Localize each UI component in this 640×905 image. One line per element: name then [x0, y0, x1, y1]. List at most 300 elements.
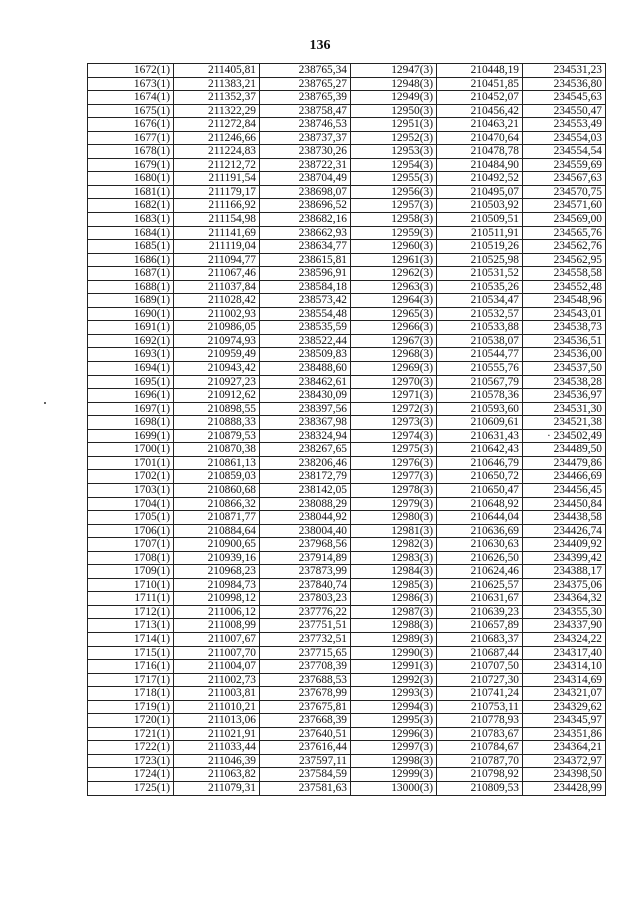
table-row: [88, 389, 606, 403]
cell-y-right: 234567,63: [523, 172, 606, 186]
cell-point-id-right: 12972(3): [351, 402, 437, 416]
cell-x-right: 210798,92: [437, 768, 523, 782]
cell-point-id-left: 1679(1): [88, 158, 174, 172]
cell-point-id-right: 12948(3): [351, 77, 437, 91]
cell-point-id-left: 1677(1): [88, 131, 174, 145]
cell-y-left: 238662,93: [260, 226, 351, 240]
cell-x-right: 210555,76: [437, 362, 523, 376]
cell-y-right: 234321,07: [523, 687, 606, 701]
table-row: [88, 605, 606, 619]
cell-point-id-right: 12983(3): [351, 551, 437, 565]
cell-x-right: 210626,50: [437, 551, 523, 565]
cell-y-right: 234466,69: [523, 470, 606, 484]
cell-y-left: 238696,52: [260, 199, 351, 213]
cell-x-right: 210648,92: [437, 497, 523, 511]
cell-y-left: 237675,81: [260, 700, 351, 714]
cell-x-left: 210943,42: [174, 362, 260, 376]
table-row: [88, 131, 606, 145]
cell-y-right: 234558,58: [523, 267, 606, 281]
cell-point-id-right: 12957(3): [351, 199, 437, 213]
cell-x-right: 210631,67: [437, 592, 523, 606]
cell-x-left: 211141,69: [174, 226, 260, 240]
cell-point-id-right: 12952(3): [351, 131, 437, 145]
cell-x-left: 211272,84: [174, 118, 260, 132]
cell-x-right: 210753,11: [437, 700, 523, 714]
cell-y-right: 234314,10: [523, 660, 606, 674]
cell-y-left: 238206,46: [260, 456, 351, 470]
cell-point-id-right: 12993(3): [351, 687, 437, 701]
cell-point-id-left: 1705(1): [88, 511, 174, 525]
cell-y-right: 234456,45: [523, 483, 606, 497]
cell-point-id-left: 1715(1): [88, 646, 174, 660]
cell-x-right: 210787,70: [437, 754, 523, 768]
cell-x-left: 210974,93: [174, 334, 260, 348]
cell-x-left: 210986,05: [174, 321, 260, 335]
cell-y-right: 234536,80: [523, 77, 606, 91]
table-row: [88, 158, 606, 172]
cell-x-left: 211224,83: [174, 145, 260, 159]
cell-point-id-right: 12974(3): [351, 429, 437, 443]
table-row: [88, 700, 606, 714]
cell-x-left: 210879,53: [174, 429, 260, 443]
cell-x-right: 210650,72: [437, 470, 523, 484]
cell-y-right: 234426,74: [523, 524, 606, 538]
cell-x-left: 210884,64: [174, 524, 260, 538]
cell-point-id-right: 12953(3): [351, 145, 437, 159]
cell-point-id-left: 1681(1): [88, 185, 174, 199]
cell-x-right: 210519,26: [437, 240, 523, 254]
cell-point-id-right: 12955(3): [351, 172, 437, 186]
cell-point-id-left: 1717(1): [88, 673, 174, 687]
cell-y-left: 238765,39: [260, 91, 351, 105]
cell-y-left: 237678,99: [260, 687, 351, 701]
cell-x-left: 211063,82: [174, 768, 260, 782]
cell-y-right: 234399,42: [523, 551, 606, 565]
table-row: [88, 768, 606, 782]
cell-x-right: 210639,23: [437, 605, 523, 619]
cell-x-right: 210809,53: [437, 781, 523, 795]
cell-point-id-right: 12979(3): [351, 497, 437, 511]
cell-y-right: 234531,30: [523, 402, 606, 416]
cell-x-right: 210451,85: [437, 77, 523, 91]
cell-x-right: 210503,92: [437, 199, 523, 213]
cell-point-id-right: 12958(3): [351, 213, 437, 227]
cell-x-right: 210456,42: [437, 104, 523, 118]
cell-point-id-left: 1675(1): [88, 104, 174, 118]
cell-y-left: 238737,37: [260, 131, 351, 145]
cell-x-right: 210534,47: [437, 294, 523, 308]
cell-point-id-right: 12997(3): [351, 741, 437, 755]
cell-y-left: 238730,26: [260, 145, 351, 159]
cell-y-left: 238142,05: [260, 483, 351, 497]
cell-x-left: 210861,13: [174, 456, 260, 470]
cell-point-id-right: 12981(3): [351, 524, 437, 538]
table-row: [88, 213, 606, 227]
cell-x-left: 211322,29: [174, 104, 260, 118]
table-row: [88, 362, 606, 376]
cell-point-id-left: 1725(1): [88, 781, 174, 795]
cell-y-right: 234489,50: [523, 443, 606, 457]
cell-x-left: 210939,16: [174, 551, 260, 565]
cell-y-right: 234562,95: [523, 253, 606, 267]
cell-y-right: 234521,38: [523, 416, 606, 430]
cell-point-id-left: 1699(1): [88, 429, 174, 443]
cell-point-id-right: 12986(3): [351, 592, 437, 606]
cell-y-left: 237715,65: [260, 646, 351, 660]
cell-point-id-right: 12968(3): [351, 348, 437, 362]
cell-y-left: 238765,27: [260, 77, 351, 91]
cell-x-right: 210525,98: [437, 253, 523, 267]
cell-y-left: 237668,39: [260, 714, 351, 728]
cell-x-right: 210463,21: [437, 118, 523, 132]
table-row: [88, 334, 606, 348]
cell-point-id-left: 1690(1): [88, 307, 174, 321]
cell-y-right: 234548,96: [523, 294, 606, 308]
cell-y-right: 234559,69: [523, 158, 606, 172]
cell-x-right: 210544,77: [437, 348, 523, 362]
cell-point-id-left: 1704(1): [88, 497, 174, 511]
table-row: [88, 632, 606, 646]
cell-x-left: 210871,77: [174, 511, 260, 525]
table-row: [88, 660, 606, 674]
cell-y-right: 234355,30: [523, 605, 606, 619]
cell-y-right: 234552,48: [523, 280, 606, 294]
cell-point-id-right: 12991(3): [351, 660, 437, 674]
cell-y-right: 234345,97: [523, 714, 606, 728]
cell-point-id-left: 1700(1): [88, 443, 174, 457]
cell-y-left: 237688,53: [260, 673, 351, 687]
table-row: [88, 714, 606, 728]
cell-x-left: 211002,73: [174, 673, 260, 687]
cell-point-id-left: 1685(1): [88, 240, 174, 254]
cell-y-left: 238746,53: [260, 118, 351, 132]
cell-x-left: 210898,55: [174, 402, 260, 416]
table-row: [88, 240, 606, 254]
table-row: [88, 77, 606, 91]
cell-x-left: 211008,99: [174, 619, 260, 633]
cell-point-id-left: 1698(1): [88, 416, 174, 430]
table-row: [88, 294, 606, 308]
cell-y-right: 234536,97: [523, 389, 606, 403]
table-row: [88, 402, 606, 416]
cell-x-left: 210998,12: [174, 592, 260, 606]
cell-point-id-left: 1689(1): [88, 294, 174, 308]
cell-x-right: 210642,43: [437, 443, 523, 457]
cell-y-right: 234337,90: [523, 619, 606, 633]
table-row: [88, 483, 606, 497]
cell-y-right: 234553,49: [523, 118, 606, 132]
cell-x-right: 210448,19: [437, 64, 523, 78]
cell-point-id-left: 1697(1): [88, 402, 174, 416]
table-row: [88, 673, 606, 687]
cell-point-id-left: 1721(1): [88, 727, 174, 741]
cell-y-left: 238722,31: [260, 158, 351, 172]
cell-y-right: · 234502,49: [523, 429, 606, 443]
cell-point-id-right: 12967(3): [351, 334, 437, 348]
cell-y-left: 237803,23: [260, 592, 351, 606]
table-row: [88, 199, 606, 213]
cell-y-right: 234537,50: [523, 362, 606, 376]
cell-point-id-right: 12959(3): [351, 226, 437, 240]
cell-y-left: 238397,56: [260, 402, 351, 416]
table-row: [88, 727, 606, 741]
cell-y-left: 238698,07: [260, 185, 351, 199]
table-row: [88, 538, 606, 552]
table-row: [88, 687, 606, 701]
cell-y-left: 238324,94: [260, 429, 351, 443]
cell-x-left: 211028,42: [174, 294, 260, 308]
cell-y-right: 234536,00: [523, 348, 606, 362]
cell-point-id-right: 12975(3): [351, 443, 437, 457]
cell-y-left: 238584,18: [260, 280, 351, 294]
table-row: [88, 118, 606, 132]
cell-x-right: 210492,52: [437, 172, 523, 186]
cell-x-right: 210778,93: [437, 714, 523, 728]
cell-point-id-left: 1692(1): [88, 334, 174, 348]
cell-x-right: 210727,30: [437, 673, 523, 687]
cell-point-id-left: 1680(1): [88, 172, 174, 186]
cell-point-id-left: 1713(1): [88, 619, 174, 633]
cell-y-right: 234531,23: [523, 64, 606, 78]
cell-point-id-left: 1694(1): [88, 362, 174, 376]
cell-y-right: 234570,75: [523, 185, 606, 199]
cell-y-right: 234550,47: [523, 104, 606, 118]
cell-y-right: 234571,60: [523, 199, 606, 213]
cell-point-id-right: 12988(3): [351, 619, 437, 633]
table-row: [88, 375, 606, 389]
cell-y-left: 238765,34: [260, 64, 351, 78]
cell-y-left: 237776,22: [260, 605, 351, 619]
cell-point-id-right: 12961(3): [351, 253, 437, 267]
cell-point-id-left: 1701(1): [88, 456, 174, 470]
cell-point-id-right: 12947(3): [351, 64, 437, 78]
cell-point-id-right: 12976(3): [351, 456, 437, 470]
cell-x-left: 210900,65: [174, 538, 260, 552]
cell-x-left: 211119,04: [174, 240, 260, 254]
cell-y-left: 237914,89: [260, 551, 351, 565]
cell-x-left: 210927,23: [174, 375, 260, 389]
cell-x-left: 211037,84: [174, 280, 260, 294]
cell-y-right: 234545,63: [523, 91, 606, 105]
cell-point-id-right: 12996(3): [351, 727, 437, 741]
cell-point-id-left: 1693(1): [88, 348, 174, 362]
cell-y-left: 238573,42: [260, 294, 351, 308]
table-row: [88, 348, 606, 362]
table-row: [88, 226, 606, 240]
table-row: [88, 104, 606, 118]
cell-x-right: 210593,60: [437, 402, 523, 416]
cell-point-id-right: 12985(3): [351, 578, 437, 592]
cell-y-right: 234314,69: [523, 673, 606, 687]
cell-point-id-right: 12964(3): [351, 294, 437, 308]
table-row: [88, 429, 606, 443]
cell-point-id-right: 12987(3): [351, 605, 437, 619]
cell-x-left: 211021,91: [174, 727, 260, 741]
cell-point-id-right: 12954(3): [351, 158, 437, 172]
cell-point-id-right: 12951(3): [351, 118, 437, 132]
cell-y-right: 234372,97: [523, 754, 606, 768]
cell-x-left: 210870,38: [174, 443, 260, 457]
table-row: [88, 185, 606, 199]
table-row: [88, 307, 606, 321]
cell-y-right: 234375,06: [523, 578, 606, 592]
cell-y-left: 237708,39: [260, 660, 351, 674]
cell-x-left: 211067,46: [174, 267, 260, 281]
table-row: [88, 470, 606, 484]
cell-y-left: 238509,83: [260, 348, 351, 362]
cell-point-id-left: 1683(1): [88, 213, 174, 227]
cell-y-right: 234351,86: [523, 727, 606, 741]
cell-point-id-left: 1682(1): [88, 199, 174, 213]
cell-x-right: 210683,37: [437, 632, 523, 646]
table-row: [88, 781, 606, 795]
cell-point-id-left: 1695(1): [88, 375, 174, 389]
cell-x-left: 211079,31: [174, 781, 260, 795]
cell-x-left: 211002,93: [174, 307, 260, 321]
cell-point-id-left: 1708(1): [88, 551, 174, 565]
cell-point-id-left: 1710(1): [88, 578, 174, 592]
table-row: [88, 321, 606, 335]
cell-y-right: 234398,50: [523, 768, 606, 782]
cell-point-id-left: 1672(1): [88, 64, 174, 78]
cell-x-left: 211179,17: [174, 185, 260, 199]
cell-x-left: 211006,12: [174, 605, 260, 619]
cell-x-right: 210636,69: [437, 524, 523, 538]
cell-point-id-left: 1712(1): [88, 605, 174, 619]
cell-x-left: 211246,66: [174, 131, 260, 145]
cell-point-id-left: 1706(1): [88, 524, 174, 538]
margin-dot: [44, 402, 46, 404]
cell-point-id-left: 1711(1): [88, 592, 174, 606]
cell-x-right: 210631,43: [437, 429, 523, 443]
table-row: [88, 172, 606, 186]
cell-point-id-left: 1716(1): [88, 660, 174, 674]
cell-point-id-right: 12971(3): [351, 389, 437, 403]
cell-point-id-left: 1676(1): [88, 118, 174, 132]
cell-y-right: 234428,99: [523, 781, 606, 795]
coordinates-table-body: [88, 64, 606, 796]
cell-x-left: 210888,33: [174, 416, 260, 430]
cell-point-id-right: 12960(3): [351, 240, 437, 254]
cell-x-right: 210657,89: [437, 619, 523, 633]
cell-x-right: 210531,52: [437, 267, 523, 281]
cell-point-id-right: 12949(3): [351, 91, 437, 105]
cell-x-right: 210784,67: [437, 741, 523, 755]
cell-x-right: 210478,78: [437, 145, 523, 159]
cell-y-left: 238367,98: [260, 416, 351, 430]
cell-x-right: 210533,88: [437, 321, 523, 335]
cell-point-id-right: 12956(3): [351, 185, 437, 199]
cell-x-right: 210707,50: [437, 660, 523, 674]
cell-x-left: 211007,70: [174, 646, 260, 660]
cell-point-id-left: 1696(1): [88, 389, 174, 403]
cell-point-id-left: 1714(1): [88, 632, 174, 646]
cell-x-left: 211212,72: [174, 158, 260, 172]
table-row: [88, 456, 606, 470]
cell-point-id-left: 1688(1): [88, 280, 174, 294]
cell-x-left: 211003,81: [174, 687, 260, 701]
cell-y-right: 234479,86: [523, 456, 606, 470]
cell-point-id-right: 12989(3): [351, 632, 437, 646]
cell-x-right: 210624,46: [437, 565, 523, 579]
table-row: [88, 497, 606, 511]
cell-y-right: 234450,84: [523, 497, 606, 511]
cell-point-id-right: 12990(3): [351, 646, 437, 660]
cell-y-left: 238044,92: [260, 511, 351, 525]
cell-point-id-right: 12982(3): [351, 538, 437, 552]
cell-y-left: 237751,51: [260, 619, 351, 633]
table-row: [88, 551, 606, 565]
table-row: [88, 619, 606, 633]
cell-point-id-right: 12966(3): [351, 321, 437, 335]
table-row: [88, 754, 606, 768]
cell-y-left: 238758,47: [260, 104, 351, 118]
cell-y-left: 238535,59: [260, 321, 351, 335]
table-row: [88, 267, 606, 281]
cell-y-right: 234554,54: [523, 145, 606, 159]
cell-x-right: 210484,90: [437, 158, 523, 172]
cell-y-right: 234438,58: [523, 511, 606, 525]
table-row: [88, 646, 606, 660]
cell-point-id-left: 1702(1): [88, 470, 174, 484]
cell-point-id-left: 1684(1): [88, 226, 174, 240]
cell-x-right: 210470,64: [437, 131, 523, 145]
cell-x-right: 210509,51: [437, 213, 523, 227]
cell-x-right: 210535,26: [437, 280, 523, 294]
cell-point-id-left: 1720(1): [88, 714, 174, 728]
cell-y-left: 238522,44: [260, 334, 351, 348]
cell-point-id-right: 12973(3): [351, 416, 437, 430]
cell-y-right: 234569,00: [523, 213, 606, 227]
cell-point-id-left: 1691(1): [88, 321, 174, 335]
cell-point-id-left: 1724(1): [88, 768, 174, 782]
cell-y-right: 234364,32: [523, 592, 606, 606]
cell-x-left: 211033,44: [174, 741, 260, 755]
table-row: [88, 91, 606, 105]
cell-point-id-left: 1674(1): [88, 91, 174, 105]
cell-y-left: 237873,99: [260, 565, 351, 579]
cell-x-right: 210687,44: [437, 646, 523, 660]
cell-point-id-right: 12994(3): [351, 700, 437, 714]
cell-x-left: 211405,81: [174, 64, 260, 78]
cell-x-left: 210866,32: [174, 497, 260, 511]
cell-point-id-right: 12977(3): [351, 470, 437, 484]
cell-y-left: 238004,40: [260, 524, 351, 538]
cell-x-left: 211383,21: [174, 77, 260, 91]
table-row: [88, 443, 606, 457]
cell-x-left: 211010,21: [174, 700, 260, 714]
cell-y-right: 234317,40: [523, 646, 606, 660]
cell-y-left: 238615,81: [260, 253, 351, 267]
cell-point-id-right: 12962(3): [351, 267, 437, 281]
cell-y-left: 238172,79: [260, 470, 351, 484]
cell-x-left: 211154,98: [174, 213, 260, 227]
cell-point-id-right: 12978(3): [351, 483, 437, 497]
cell-point-id-left: 1723(1): [88, 754, 174, 768]
cell-y-left: 238704,49: [260, 172, 351, 186]
cell-x-left: 211046,39: [174, 754, 260, 768]
table-row: [88, 64, 606, 78]
table-row: [88, 592, 606, 606]
cell-x-right: 210495,07: [437, 185, 523, 199]
cell-x-left: 210984,73: [174, 578, 260, 592]
cell-y-left: 237581,63: [260, 781, 351, 795]
cell-x-right: 210578,36: [437, 389, 523, 403]
cell-point-id-left: 1719(1): [88, 700, 174, 714]
table-row: [88, 741, 606, 755]
cell-x-right: 210783,67: [437, 727, 523, 741]
cell-y-left: 237640,51: [260, 727, 351, 741]
